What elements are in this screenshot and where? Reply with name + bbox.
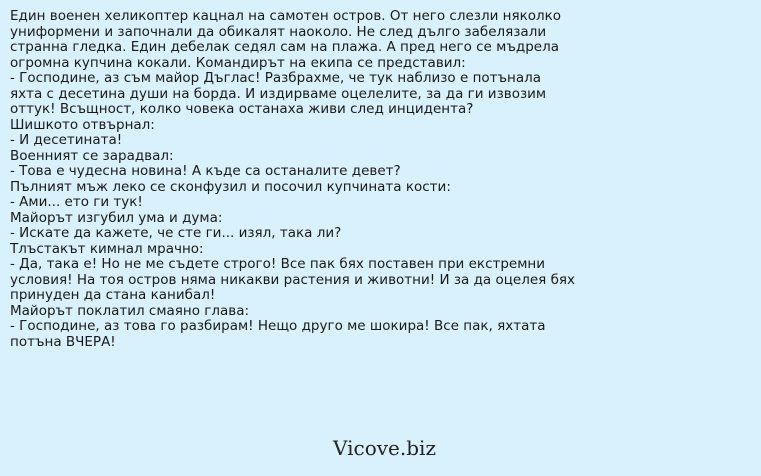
story-line: - Господине, аз това го разбирам! Нещо друго ме шокира! Все пак, яхтата	[10, 318, 546, 334]
story-line: Един военен хеликоптер кацнал на самотен остров. От него слезли няколко	[10, 8, 562, 24]
story-line: Пълният мъж леко се сконфузил и посочил купчината кости:	[10, 178, 451, 195]
story-line: странна гледка. Един дебелак седял сам на плажа. А пред него се мъдрела	[10, 39, 559, 55]
story-line: - Искате да кажете, че сте ги... изял, така ли?	[10, 225, 342, 241]
site-watermark: Vicove.biz	[333, 436, 436, 460]
story-line: - И десетината!	[10, 132, 123, 148]
story-line: Шишкото отвърнал:	[10, 116, 155, 133]
story-line: Майорът поклатил смаяно глава:	[10, 302, 250, 319]
story-line: огромна купчина кокали. Командирът на екипа се представил:	[10, 54, 466, 71]
story-line: - Това е чудесна новина! А къде са останалите девет?	[10, 163, 401, 179]
story-line: принуден да стана канибал!	[10, 287, 216, 303]
story-line: оттук! Всъщност, колко човека останаха живи след инцидента?	[10, 101, 474, 117]
story-line: Военният се зарадвал:	[10, 147, 174, 164]
story-line: условия! На тоя остров няма никакви растения и животни! И за да оцелея бях	[10, 271, 576, 288]
story-line: Тлъстакът кимнал мрачно:	[10, 240, 204, 257]
story-line: униформени и започнали да обикалят наоколо. Не след дълго забелязали	[10, 23, 547, 40]
story-line: потъна ВЧЕРА!	[10, 333, 116, 350]
story-line: яхта с десетина души на борда. И издирваме оцелелите, за да ги извозим	[10, 85, 547, 102]
story-line: Майорът изгубил ума и дума:	[10, 209, 223, 226]
story-line: - Господине, аз съм майор Дъглас! Разбрахме, че тук наблизо е потънала	[10, 70, 542, 86]
joke-text	[10, 9, 755, 350]
story-line: - Да, така е! Но не ме съдете строго! Все пак бях поставен при екстремни	[10, 256, 546, 272]
story-line: - Ами... ето ги тук!	[10, 194, 143, 210]
